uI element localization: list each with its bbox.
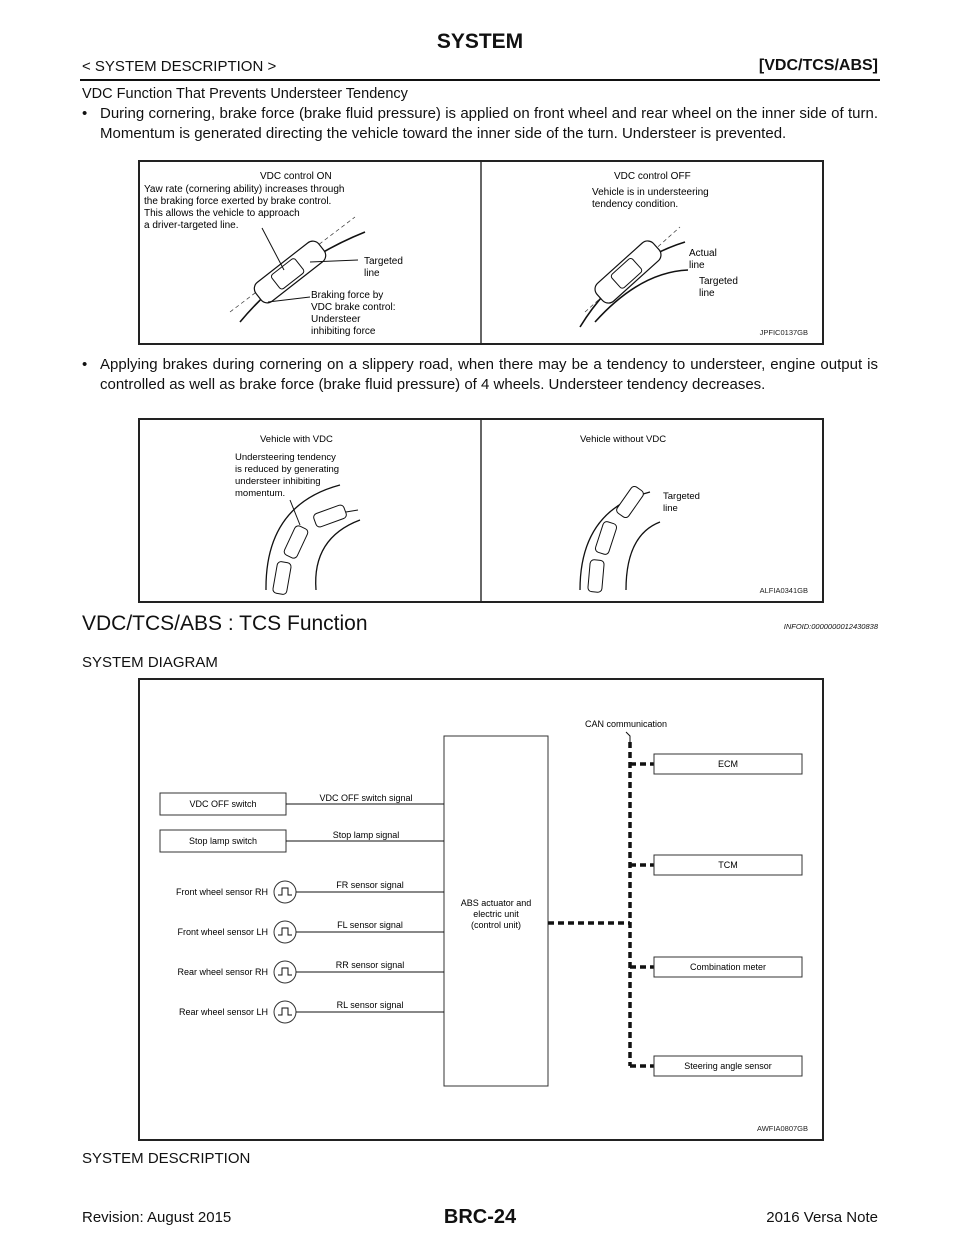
svg-text:Front wheel sensor RH: Front wheel sensor RH bbox=[175, 887, 268, 897]
svg-text:FR sensor signal: FR sensor signal bbox=[336, 880, 404, 890]
can-label: CAN communication bbox=[585, 719, 668, 729]
svg-text:(control unit): (control unit) bbox=[470, 920, 522, 930]
figure-vdc-control-drawing bbox=[140, 162, 822, 343]
svg-text:FL sensor signal: FL sensor signal bbox=[337, 920, 403, 930]
system-diagram-heading: SYSTEM DIAGRAM bbox=[82, 654, 218, 671]
footer-revision: Revision: August 2015 bbox=[82, 1209, 232, 1226]
svg-text:a driver-targeted line.: a driver-targeted line. bbox=[144, 220, 239, 231]
fig2-right-title: Vehicle without VDC bbox=[580, 434, 667, 445]
fig2-car-icon bbox=[615, 485, 645, 519]
breadcrumb: < SYSTEM DESCRIPTION > bbox=[82, 58, 277, 75]
svg-text:inhibiting force: inhibiting force bbox=[311, 326, 376, 337]
system-diagram-drawing bbox=[140, 680, 822, 1139]
svg-text:Braking force by: Braking force by bbox=[311, 290, 384, 301]
svg-text:electric unit: electric unit bbox=[473, 909, 519, 919]
svg-text:Understeering tendency: Understeering tendency bbox=[235, 452, 336, 463]
svg-text:line: line bbox=[699, 288, 715, 299]
figure-vdc-comparison-drawing bbox=[140, 420, 822, 601]
figure-vdc-comparison bbox=[138, 418, 824, 603]
svg-text:TCM: TCM bbox=[718, 860, 738, 870]
section-tag: [VDC/TCS/ABS] bbox=[758, 57, 878, 74]
svg-text:Yaw rate (cornering ability) i: Yaw rate (cornering ability) increases through bbox=[144, 184, 345, 195]
bullet-paragraph-1 bbox=[82, 104, 878, 144]
svg-text:Combination meter: Combination meter bbox=[689, 962, 767, 972]
bullet-text: Applying brakes during cornering on a slippery road, when there may be a tendency to understeer, engine output is controlled as well as brake force (brake fluid pressure) of 4 wheels. Understeer tendency decreases. bbox=[100, 356, 878, 393]
svg-text:VDC OFF switch signal: VDC OFF switch signal bbox=[319, 793, 413, 803]
svg-text:line: line bbox=[364, 268, 380, 279]
svg-text:This allows the vehicle to app: This allows the vehicle to approach bbox=[144, 208, 300, 219]
figure-system-diagram bbox=[138, 678, 824, 1141]
svg-text:Steering angle sensor: Steering angle sensor bbox=[684, 1061, 772, 1071]
wheel-sensor-icon bbox=[274, 961, 296, 983]
wheel-sensor-icon bbox=[274, 921, 296, 943]
svg-text:VDC OFF switch: VDC OFF switch bbox=[189, 799, 257, 809]
svg-text:RR sensor signal: RR sensor signal bbox=[335, 960, 405, 970]
subheading: VDC Function That Prevents Understeer Tendency bbox=[82, 86, 408, 102]
figure-code: ALFIA0341GB bbox=[759, 586, 808, 595]
svg-text:Rear wheel sensor LH: Rear wheel sensor LH bbox=[178, 1007, 268, 1017]
bullet-dot: • bbox=[82, 105, 88, 122]
bullet-paragraph-2 bbox=[82, 355, 878, 395]
fig2-car-icon bbox=[313, 504, 348, 528]
svg-text:is reduced by generating: is reduced by generating bbox=[235, 464, 340, 475]
svg-text:line: line bbox=[689, 260, 705, 271]
svg-text:understeer inhibiting: understeer inhibiting bbox=[235, 476, 321, 487]
svg-text:the braking force exerted by b: the braking force exerted by brake control. bbox=[144, 196, 332, 207]
info-id: INFOID:0000000012430838 bbox=[783, 622, 878, 631]
figure-code: JPFIC0137GB bbox=[759, 328, 808, 337]
svg-text:Vehicle is in understeering: Vehicle is in understeering bbox=[592, 187, 709, 198]
header-rule bbox=[80, 79, 880, 81]
svg-text:VDC brake control:: VDC brake control: bbox=[311, 302, 396, 313]
svg-text:momentum.: momentum. bbox=[235, 488, 286, 499]
svg-text:ABS actuator and: ABS actuator and bbox=[460, 898, 532, 908]
svg-text:Actual: Actual bbox=[689, 248, 717, 259]
svg-text:Stop lamp signal: Stop lamp signal bbox=[332, 830, 400, 840]
svg-text:Targeted: Targeted bbox=[699, 276, 738, 287]
wheel-sensor-icon bbox=[274, 881, 296, 903]
page-title: SYSTEM bbox=[436, 30, 524, 53]
svg-text:Targeted: Targeted bbox=[364, 256, 403, 267]
figure-vdc-control bbox=[138, 160, 824, 345]
bullet-dot: • bbox=[82, 356, 88, 373]
svg-text:Understeer: Understeer bbox=[311, 314, 361, 325]
svg-text:Targeted: Targeted bbox=[663, 491, 700, 502]
fig2-car-icon bbox=[588, 559, 605, 592]
svg-text:ECM: ECM bbox=[718, 759, 738, 769]
svg-text:tendency condition.: tendency condition. bbox=[592, 199, 679, 210]
svg-text:RL sensor signal: RL sensor signal bbox=[336, 1000, 404, 1010]
section-title: VDC/TCS/ABS : TCS Function bbox=[82, 612, 368, 635]
fig1-left-title: VDC control ON bbox=[260, 171, 332, 182]
svg-text:Rear wheel sensor RH: Rear wheel sensor RH bbox=[177, 967, 268, 977]
wheel-sensor-icon bbox=[274, 1001, 296, 1023]
bullet-text: During cornering, brake force (brake fluid pressure) is applied on front wheel and rear wheel on the inner side of turn. Momentum is generated directing the vehicle toward the inner side of the turn. Understeer is prevented. bbox=[100, 105, 878, 142]
fig2-car-icon bbox=[272, 561, 291, 595]
footer-model: 2016 Versa Note bbox=[766, 1209, 878, 1226]
fig2-left-title: Vehicle with VDC bbox=[260, 434, 333, 445]
figure-code: AWFIA0807GB bbox=[757, 1124, 808, 1133]
footer-page-number: BRC-24 bbox=[443, 1206, 517, 1228]
svg-text:Stop lamp switch: Stop lamp switch bbox=[188, 836, 258, 846]
system-description-heading: SYSTEM DESCRIPTION bbox=[82, 1150, 251, 1167]
svg-text:line: line bbox=[663, 503, 678, 514]
svg-text:Front wheel sensor LH: Front wheel sensor LH bbox=[177, 927, 268, 937]
fig2-car-icon bbox=[283, 525, 309, 560]
fig1-car-icon bbox=[592, 238, 665, 307]
fig1-right-title: VDC control OFF bbox=[614, 171, 691, 182]
